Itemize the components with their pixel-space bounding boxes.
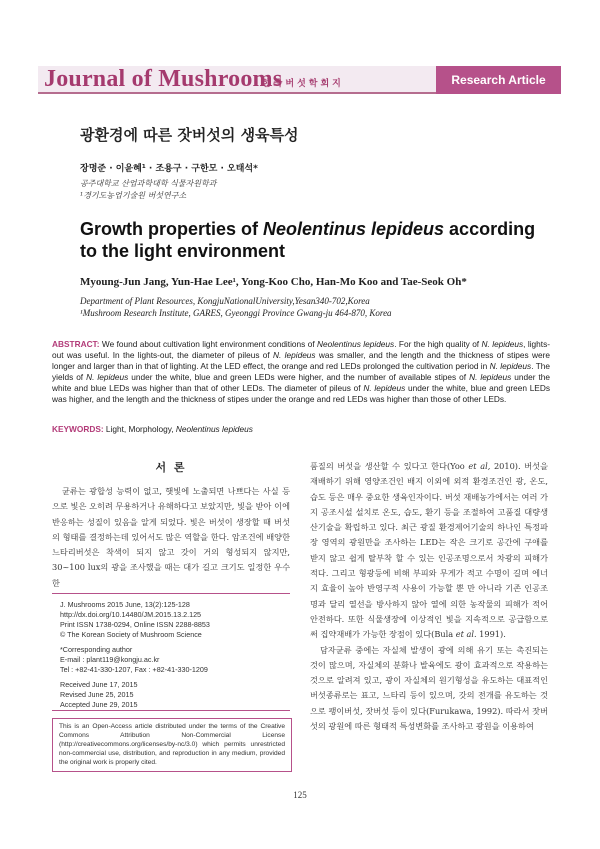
- citation: J. Mushrooms 2015 June, 13(2):125-128: [60, 600, 190, 609]
- phone-fax: Tel : +82-41-330-1207, Fax : +82-41-330-1209: [60, 665, 208, 674]
- journal-title-korean: 한국버섯학회지: [262, 79, 344, 89]
- korean-affiliation-2: ¹경기도농업기술원 버섯연구소: [80, 191, 187, 200]
- body-text-right: 품질의 버섯을 생산할 수 있다고 한다(Yoo et al, 2010). 버섯을 재배하기 위해 영양조건인 배지 이외에 외적 환경조건인 광, 온도, 습도 등은 매우 중요한 생육인자이다. 버섯 재배농가에서는 여러 가지 공조시설 설치로 온도, 습도, 환기 등을 조절하여 고품질 대량생산기술을 확립하고 있다. 최근 광질 환경제어기술의 하나인 특정파장 영역의 광원만을 조사하는 LED는 작은 크기로 공간에 구애를 받지 않고 쉽게 탈부착 할 수 있는 인공조명으로서 차광의 피해가 적다. 그리고 형광등에 비해 부피와 무게가 적고 수명이 길며 에너지 효율이 높아 반영구적 사용이 가능할 뿐 만 아니라 기존 인공조명과 달리 열선을 방사하지 않아 열에 의한 농작물의 피해가 적어 안전하다. 또한 식물생장에 이상적인 빛을 지속적으로 공급함으로써 집약재배가 가능한 장점이 있다(Bula et al. 1991). 담자균류 중에는 자실체 발생이 광에 의해 유기 또는 촉진되는 것이 많으며, 자실체의 분화나 발육에도 광이 효과적으로 작용하는 것으로 알려져 있고, 광이 자실체의 원기형성을 유도하는 대표적인 버섯종류로는 표고, 느타리 등이 있으며, 갓의 전개를 유도하는 것으로 팽이버섯, 잣버섯 등이 있다(Furukawa, 1992). 따라서 잣버섯의 광원에 따른 형태적 특성변화를 조사하고 광원을 이용하여: [310, 461, 548, 732]
- keywords-label: KEYWORDS:: [52, 424, 104, 434]
- keywords: KEYWORDS: Light, Morphology, Neolentinus lepideus: [52, 424, 253, 434]
- english-affiliation-2: ¹Mushroom Research Institute, GARES, Gyeonggi Province Gwang-ju 464-870, Korea: [80, 308, 392, 318]
- journal-title: Journal of Mushrooms: [44, 66, 283, 92]
- english-title: Growth properties of Neolentinus lepideus according to the light environment: [80, 219, 536, 261]
- korean-title: 광환경에 따른 잣버섯의 생육특성: [80, 126, 299, 144]
- page-number: 125: [293, 790, 307, 800]
- abstract-label: ABSTRACT:: [52, 339, 100, 349]
- section-heading-introduction: 서 론: [155, 461, 187, 474]
- corresponding-author: *Corresponding author: [60, 645, 133, 654]
- revised-date: Revised June 25, 2015: [60, 690, 134, 699]
- received-date: Received June 17, 2015: [60, 680, 138, 689]
- accepted-date: Accepted June 29, 2015: [60, 700, 138, 709]
- doi-link[interactable]: http://dx.doi.org/10.14480/JM.2015.13.2.125: [60, 610, 202, 619]
- article-type-badge: Research Article: [436, 66, 561, 94]
- body-text-left: 균류는 광합성 능력이 없고, 햇빛에 노출되면 나쁘다는 사실 등으로 빛은 오히려 무용하거나 유해하다고 보았지만, 빛을 받아 이에 반응하는 성질이 있음을 알게 되었다. 빛은 버섯이 생장할 때 버섯의 형태를 결정하는데 있어서도 많은 역할을 한다. 암조건에 배양한 느타리버섯은 착색이 되지 않고 갓이 거의 형성되지 않지만, 30~100 lux의 광을 조사했을 때는 대가 길고 크기도 일정한 우수한: [52, 486, 290, 588]
- english-affiliation-1: Department of Plant Resources, KongjuNationalUniversity,Yesan340-702,Korea: [80, 296, 370, 306]
- abstract: ABSTRACT: We found about cultivation light environment conditions of Neolentinus lepideus. For the high quality of N. lepideus, lights-out was useful. In the lights-out, the diameter of pileus of N. lepideus was smaller, and the length and the thickness of stipes were longer and larger than in that of lighting. At the LED effect, the orange and red LEDs prolonged the cultivation period in N. lepideus. The yields of N. lepideus under the white, blue and green LEDs were higher, and the number of available stipes of N. lepideus under the white and blue LEDs was higher than that of other LEDs. The diameter of pileus of N. lepideus under the white, blue and green LEDs was higher, and the length and the thickness of stipes under the orange and red LEDs was higher than those of other LEDs.: [52, 339, 551, 405]
- korean-authors: 장명준 · 이윤혜¹ · 조용구 · 구한모 · 오태석*: [80, 164, 258, 174]
- email[interactable]: E-mail : plant119@kongju.ac.kr: [60, 655, 160, 664]
- copyright: © The Korean Society of Mushroom Science: [60, 630, 202, 639]
- english-authors: Myoung-Jun Jang, Yun-Hae Lee¹, Yong-Koo Cho, Han-Mo Koo and Tae-Seok Oh*: [80, 276, 467, 288]
- korean-affiliation-1: 공주대학교 산업과학대학 식물자원학과: [80, 179, 217, 188]
- open-access-notice: This is an Open-Access article distributed under the terms of the Creative Commons Attribution Non-Commercial License (http://creativecommons.org/licenses/by-nc/3.0) which permits unrestricted non-commercial use, distribution, and reproduction in any medium, provided the original work is properly cited.: [52, 718, 292, 772]
- issn: Print ISSN 1738-0294, Online ISSN 2288-8853: [60, 620, 210, 629]
